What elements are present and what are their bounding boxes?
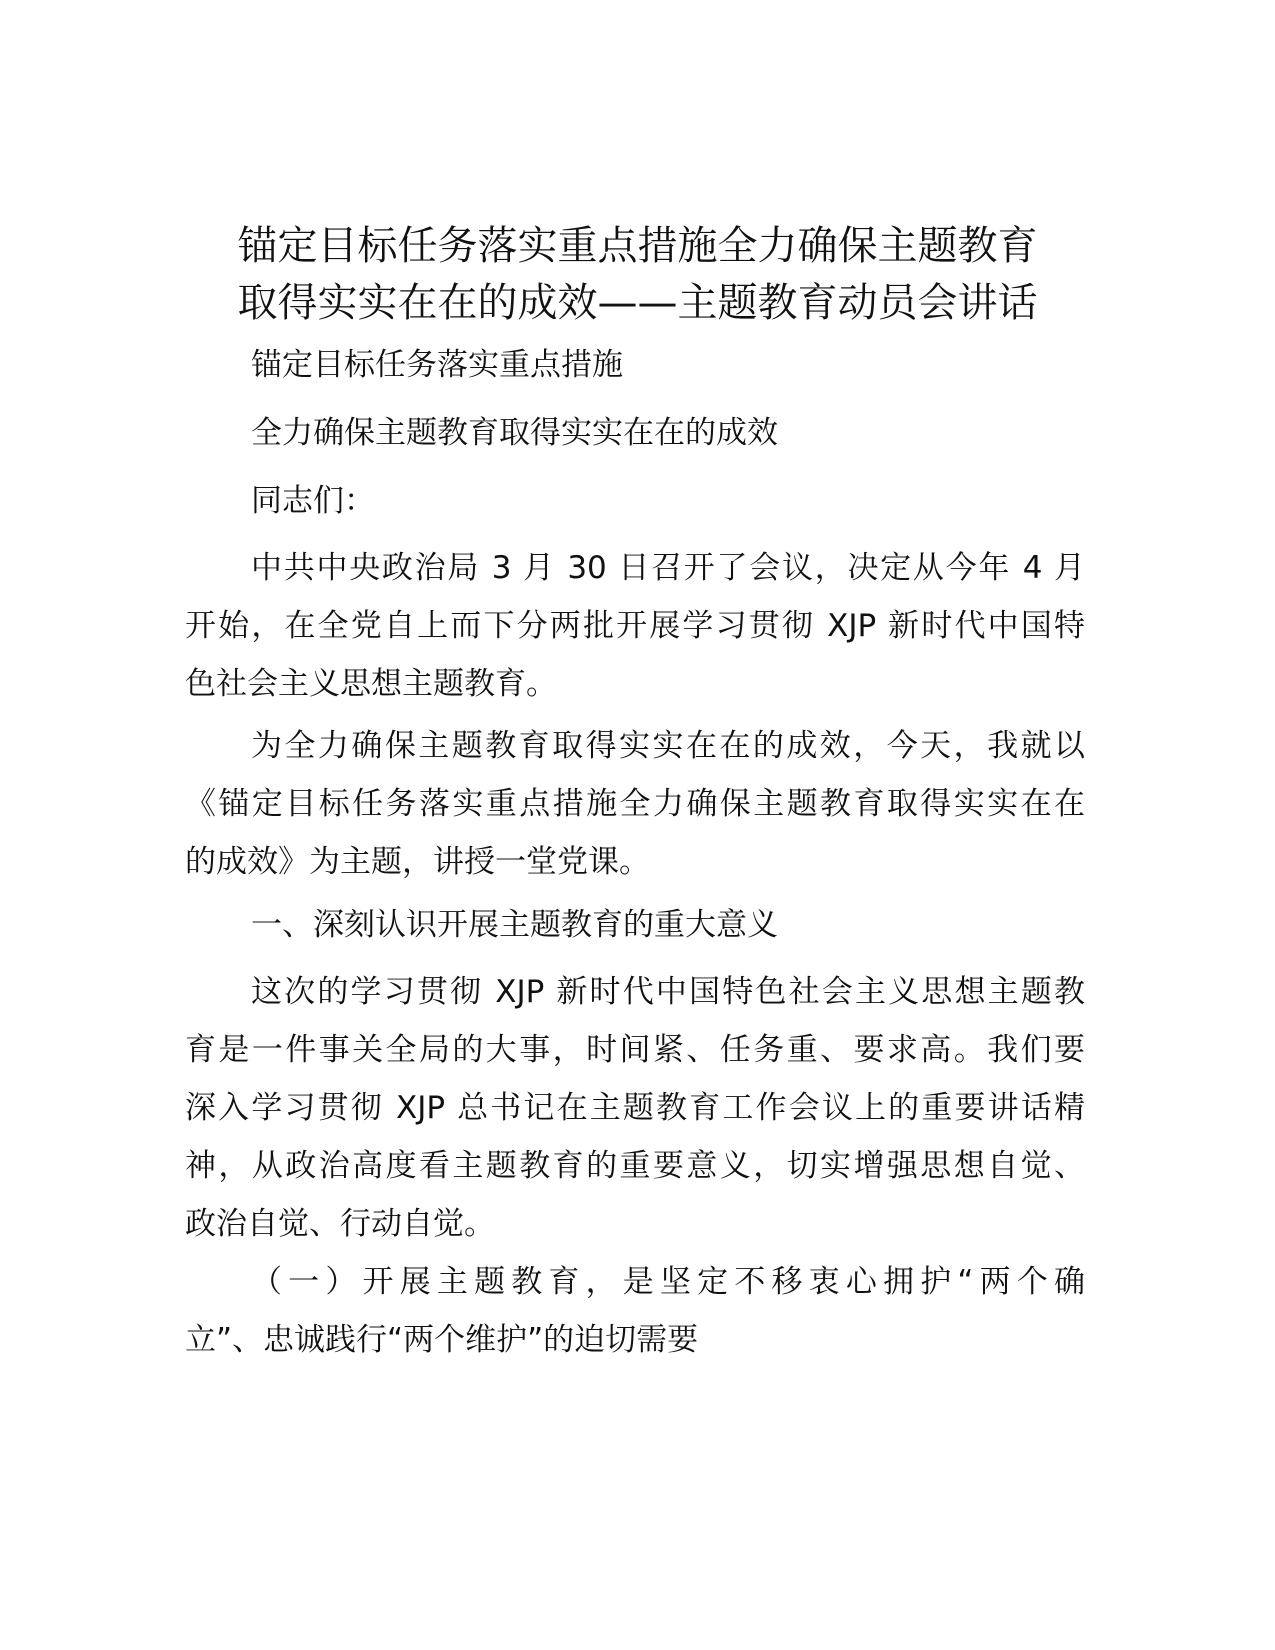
title-line-1: 锚定目标任务落实重点措施全力确保主题教育 [237, 223, 1038, 269]
paragraph-line: 的成效》为主题，讲授一堂党课。 [185, 844, 650, 880]
heading-line: 立”、忠诚践行“两个维护”的迫切需要 [185, 1322, 699, 1358]
paragraph-line: 育是一件事关全局的大事，时间紧、任务重、要求高。我们要 [185, 1032, 1085, 1068]
paragraph-3 [185, 963, 1085, 1253]
title-line-2: 取得实实在在的成效——主题教育动员会讲话 [237, 280, 1038, 326]
document-title [185, 218, 1090, 332]
paragraph-line: 这次的学习贯彻 XJP 新时代中国特色社会主义思想主题教 [251, 974, 1085, 1010]
paragraph-line: 中共中央政治局 3 月 30 日召开了会议，决定从今年 4 月 [251, 550, 1085, 586]
paragraph-1 [185, 539, 1085, 713]
paragraph-line: 色社会主义思想主题教育。 [185, 666, 557, 702]
paragraph-line: 政治自觉、行动自觉。 [185, 1206, 495, 1242]
subtitle-1: 锚定目标任务落实重点措施 [251, 347, 623, 383]
paragraph-line: 开始，在全党自上而下分两批开展学习贯彻 XJP 新时代中国特 [185, 608, 1085, 644]
subtitle-2: 全力确保主题教育取得实实在在的成效 [251, 415, 778, 451]
paragraph-line: 为全力确保主题教育取得实实在在的成效，今天，我就以 [251, 728, 1085, 764]
subsection-heading-1 [185, 1253, 1085, 1369]
section-heading-1: 一、深刻认识开展主题教育的重大意义 [251, 907, 778, 943]
heading-line: （一）开展主题教育，是坚定不移衷心拥护“两个确 [251, 1264, 1085, 1300]
paragraph-line: 神，从政治高度看主题教育的重要意义，切实增强思想自觉、 [185, 1148, 1085, 1184]
paragraph-2 [185, 717, 1085, 891]
paragraph-line: 深入学习贯彻 XJP 总书记在主题教育工作会议上的重要讲话精 [185, 1090, 1085, 1126]
salutation: 同志们： [251, 483, 375, 519]
paragraph-line: 《锚定目标任务落实重点措施全力确保主题教育取得实实在在 [185, 786, 1085, 822]
